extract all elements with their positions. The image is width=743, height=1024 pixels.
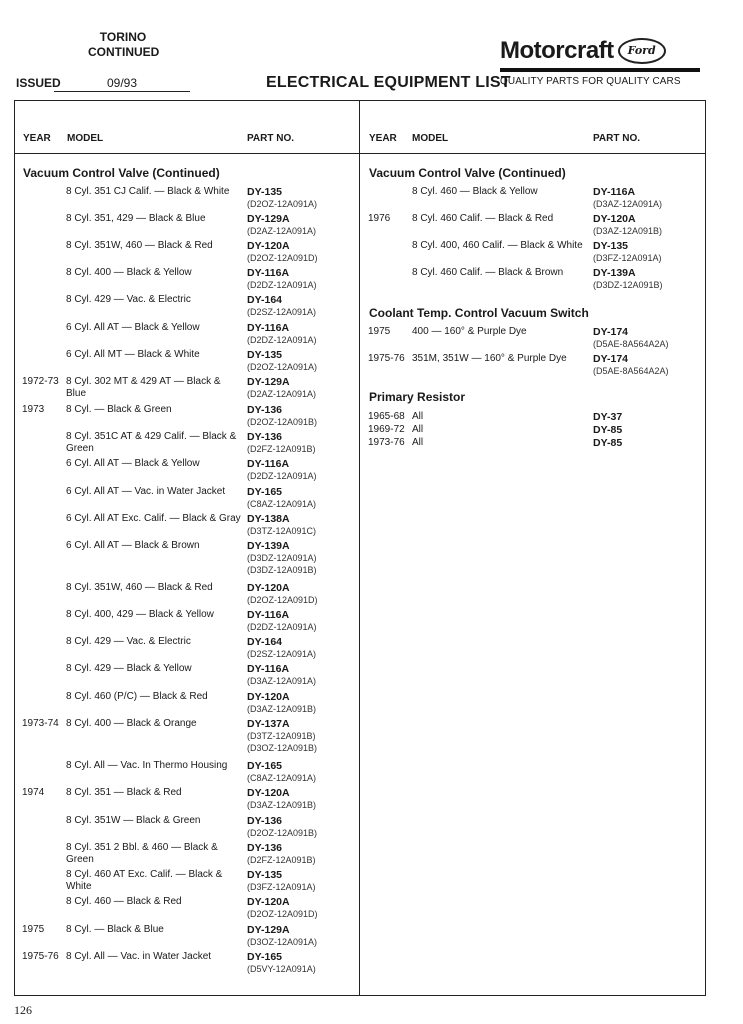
section-title-left: Vacuum Control Valve (Continued) <box>23 166 220 180</box>
oem-number: (D2OZ-12A091B) <box>247 828 318 838</box>
part-number: DY-120A <box>247 787 290 799</box>
part-number: DY-136 <box>247 815 283 827</box>
row-part <box>247 349 357 373</box>
row-year: 1972-73 <box>22 376 59 387</box>
row-part <box>247 815 357 839</box>
part-number: DY-135 <box>593 240 629 252</box>
oem-number: (D2OZ-12A091D) <box>247 253 318 263</box>
issued-block <box>16 76 138 90</box>
row-model: 6 Cyl. All AT — Black & Yellow <box>66 458 200 469</box>
oem-number: (D2OZ-12A091A) <box>247 362 318 372</box>
row-part <box>247 267 357 291</box>
row-year: 1973-76 <box>368 437 405 448</box>
oem-number: (D2OZ-12A091B) <box>247 417 318 427</box>
part-number: DY-136 <box>247 431 283 443</box>
row-part <box>593 424 703 436</box>
row-model: 8 Cyl. 429 — Vac. & Electric <box>66 294 191 305</box>
oem-number: (D2DZ-12A091A) <box>247 335 317 345</box>
row-part <box>593 267 703 291</box>
col-head-model-left: MODEL <box>67 133 104 144</box>
row-model: 8 Cyl. 351C AT & 429 Calif. — Black & Green <box>66 431 237 454</box>
oem-number: (D5AE-8A564A2A) <box>593 366 669 376</box>
row-model: All <box>412 411 424 422</box>
row-model: 6 Cyl. All AT — Vac. in Water Jacket <box>66 486 226 497</box>
row-model: 8 Cyl. 429 — Black & Yellow <box>66 663 192 674</box>
oem-number: (D5AE-8A564A2A) <box>593 339 669 349</box>
oem-number: (D3OZ-12A091A) <box>247 937 318 947</box>
row-model: 8 Cyl. 460 Calif. — Black & Red <box>412 213 554 224</box>
row-part <box>247 842 357 866</box>
row-year: 1974 <box>22 787 45 798</box>
part-number: DY-165 <box>247 486 283 498</box>
row-model: 8 Cyl. 460 — Black & Yellow <box>412 186 538 197</box>
row-model: 8 Cyl. 351W — Black & Green <box>66 815 201 826</box>
row-model: 8 Cyl. 351 2 Bbl. & 460 — Black & Green <box>66 842 218 865</box>
oem-number: (C8AZ-12A091A) <box>247 499 317 509</box>
oem-number: (D2FZ-12A091B) <box>247 444 316 454</box>
row-part <box>247 404 357 428</box>
part-number: DY-85 <box>593 437 623 449</box>
row-model: 8 Cyl. 351W, 460 — Black & Red <box>66 240 213 251</box>
oem-number: (D2AZ-12A091A) <box>247 226 317 236</box>
part-number: DY-37 <box>593 411 623 423</box>
row-part <box>247 513 357 537</box>
part-number: DY-164 <box>247 636 283 648</box>
row-part <box>247 663 357 687</box>
row-year: 1973-74 <box>22 718 59 729</box>
column-divider <box>359 100 360 996</box>
row-part <box>593 213 703 237</box>
part-number: DY-120A <box>247 240 290 252</box>
row-model: 8 Cyl. All — Vac. in Water Jacket <box>66 951 212 962</box>
part-number: DY-165 <box>247 951 283 963</box>
oem-number: (D3DZ-12A091B) <box>247 565 317 575</box>
part-number: DY-120A <box>247 582 290 594</box>
oem-number: (D2SZ-12A091A) <box>247 307 317 317</box>
row-year: 1965-68 <box>368 411 405 422</box>
oem-number: (D2OZ-12A091A) <box>247 199 318 209</box>
part-number: DY-135 <box>247 869 283 881</box>
oem-number: (D3AZ-12A091B) <box>247 800 317 810</box>
section-title-right-3: Primary Resistor <box>369 390 466 404</box>
row-part <box>247 582 357 606</box>
oem-number: (D3DZ-12A091A) <box>247 553 317 563</box>
row-model: All <box>412 424 424 435</box>
brand-logo <box>500 36 700 87</box>
part-number: DY-120A <box>247 691 290 703</box>
model-title-line1: TORINO <box>99 30 147 44</box>
row-year: 1975-76 <box>22 951 59 962</box>
row-model: 8 Cyl. 302 MT & 429 AT — Black & Blue <box>66 376 221 399</box>
model-title <box>88 30 158 60</box>
row-model: 8 Cyl. 460 AT Exc. Calif. — Black & White <box>66 869 223 892</box>
oem-number: (D3TZ-12A091C) <box>247 526 317 536</box>
part-number: DY-136 <box>247 404 283 416</box>
row-part <box>247 376 357 400</box>
oem-number: (D5VY-12A091A) <box>247 964 316 974</box>
row-model: 8 Cyl. 400, 460 Calif. — Black & White <box>412 240 583 251</box>
row-part <box>247 636 357 660</box>
row-part <box>247 540 357 576</box>
part-number: DY-116A <box>247 458 290 470</box>
row-model: 400 — 160° & Purple Dye <box>412 326 527 337</box>
row-part <box>247 924 357 948</box>
row-model: 6 Cyl. All AT — Black & Yellow <box>66 322 200 333</box>
row-model: 8 Cyl. 351W, 460 — Black & Red <box>66 582 213 593</box>
part-number: DY-136 <box>247 842 283 854</box>
row-part <box>247 951 357 975</box>
oem-number: (D3AZ-12A091B) <box>593 226 663 236</box>
part-number: DY-137A <box>247 718 290 730</box>
brand-name: Motorcraft <box>500 37 614 64</box>
part-number: DY-116A <box>247 267 290 279</box>
oem-number: (D3FZ-12A091A) <box>593 253 662 263</box>
section-title-right-2: Coolant Temp. Control Vacuum Switch <box>369 306 589 320</box>
row-model: 8 Cyl. 400, 429 — Black & Yellow <box>66 609 214 620</box>
col-head-model-right: MODEL <box>412 133 449 144</box>
part-number: DY-129A <box>247 376 290 388</box>
oem-number: (D2DZ-12A091A) <box>247 622 317 632</box>
brand-tagline: QUALITY PARTS FOR QUALITY CARS <box>500 76 681 87</box>
row-part <box>247 431 357 455</box>
oem-number: (D2OZ-12A091D) <box>247 909 318 919</box>
row-part <box>247 609 357 633</box>
col-head-part-right: PART NO. <box>593 133 641 144</box>
row-part <box>247 691 357 715</box>
oem-number: (D3DZ-12A091B) <box>593 280 663 290</box>
issued-date: 09/93 <box>54 76 190 92</box>
part-number: DY-116A <box>247 322 290 334</box>
row-part <box>247 869 357 893</box>
oem-number: (D3AZ-12A091A) <box>247 676 317 686</box>
oem-number: (D2OZ-12A091D) <box>247 595 318 605</box>
oem-number: (D2AZ-12A091A) <box>247 389 317 399</box>
part-number: DY-174 <box>593 326 629 338</box>
row-model: 8 Cyl. — Black & Blue <box>66 924 164 935</box>
row-part <box>593 240 703 264</box>
header-rule <box>14 153 706 154</box>
row-model: 8 Cyl. 400 — Black & Yellow <box>66 267 192 278</box>
oem-number: (D3AZ-12A091A) <box>593 199 663 209</box>
row-model: 8 Cyl. — Black & Green <box>66 404 172 415</box>
row-model: 8 Cyl. 460 — Black & Red <box>66 896 182 907</box>
row-part <box>247 186 357 210</box>
row-part <box>247 486 357 510</box>
oem-number: (D2DZ-12A091A) <box>247 471 317 481</box>
row-year: 1976 <box>368 213 391 224</box>
ford-oval-icon: Ford <box>618 38 666 64</box>
col-head-part-left: PART NO. <box>247 133 295 144</box>
row-part <box>247 718 357 754</box>
oem-number: (D3FZ-12A091A) <box>247 882 316 892</box>
row-model: 8 Cyl. 400 — Black & Orange <box>66 718 197 729</box>
issued-label: ISSUED <box>16 76 61 90</box>
page-number: 126 <box>14 1003 32 1017</box>
part-number: DY-120A <box>593 213 636 225</box>
row-model: 8 Cyl. 460 (P/C) — Black & Red <box>66 691 208 702</box>
row-year: 1973 <box>22 404 45 415</box>
row-part <box>247 787 357 811</box>
row-model: All <box>412 437 424 448</box>
oem-number: (D2DZ-12A091A) <box>247 280 317 290</box>
part-number: DY-129A <box>247 924 290 936</box>
row-part <box>247 458 357 482</box>
oem-number: (D3AZ-12A091B) <box>247 704 317 714</box>
row-year: 1969-72 <box>368 424 405 435</box>
row-part <box>593 186 703 210</box>
oem-number: (D3TZ-12A091B) <box>247 731 316 741</box>
row-model: 6 Cyl. All MT — Black & White <box>66 349 200 360</box>
part-number: DY-116A <box>247 609 290 621</box>
part-number: DY-116A <box>247 663 290 675</box>
row-model: 6 Cyl. All AT — Black & Brown <box>66 540 200 551</box>
part-number: DY-165 <box>247 760 283 772</box>
brand-rule <box>500 68 700 72</box>
row-part <box>593 411 703 423</box>
part-number: DY-135 <box>247 349 283 361</box>
model-title-line2: CONTINUED <box>88 45 160 59</box>
row-part <box>593 437 703 449</box>
part-number: DY-138A <box>247 513 290 525</box>
col-head-year-right: YEAR <box>369 133 397 144</box>
part-number: DY-129A <box>247 213 290 225</box>
section-title-right-1: Vacuum Control Valve (Continued) <box>369 166 566 180</box>
part-number: DY-174 <box>593 353 629 365</box>
part-number: DY-139A <box>593 267 636 279</box>
row-model: 8 Cyl. 351, 429 — Black & Blue <box>66 213 206 224</box>
row-model: 8 Cyl. 429 — Vac. & Electric <box>66 636 191 647</box>
part-number: DY-164 <box>247 294 283 306</box>
row-model: 8 Cyl. 351 CJ Calif. — Black & White <box>66 186 230 197</box>
oem-number: (D2SZ-12A091A) <box>247 649 317 659</box>
row-year: 1975 <box>368 326 391 337</box>
part-number: DY-139A <box>247 540 290 552</box>
row-model: 8 Cyl. 351 — Black & Red <box>66 787 182 798</box>
row-model: 351M, 351W — 160° & Purple Dye <box>412 353 567 364</box>
row-part <box>247 322 357 346</box>
row-year: 1975 <box>22 924 45 935</box>
row-model: 8 Cyl. 460 Calif. — Black & Brown <box>412 267 564 278</box>
part-number: DY-135 <box>247 186 283 198</box>
row-part <box>247 213 357 237</box>
row-part <box>247 760 357 784</box>
part-number: DY-116A <box>593 186 636 198</box>
document-title: ELECTRICAL EQUIPMENT LIST <box>266 74 511 91</box>
part-number: DY-120A <box>247 896 290 908</box>
oem-number: (D3OZ-12A091B) <box>247 743 318 753</box>
row-year: 1975-76 <box>368 353 405 364</box>
row-part <box>593 326 703 350</box>
row-part <box>247 896 357 920</box>
row-model: 6 Cyl. All AT Exc. Calif. — Black & Gray <box>66 513 241 524</box>
oem-number: (C8AZ-12A091A) <box>247 773 317 783</box>
col-head-year-left: YEAR <box>23 133 51 144</box>
row-part <box>247 294 357 318</box>
row-part <box>593 353 703 377</box>
part-number: DY-85 <box>593 424 623 436</box>
row-part <box>247 240 357 264</box>
oem-number: (D2FZ-12A091B) <box>247 855 316 865</box>
row-model: 8 Cyl. All — Vac. In Thermo Housing <box>66 760 228 771</box>
